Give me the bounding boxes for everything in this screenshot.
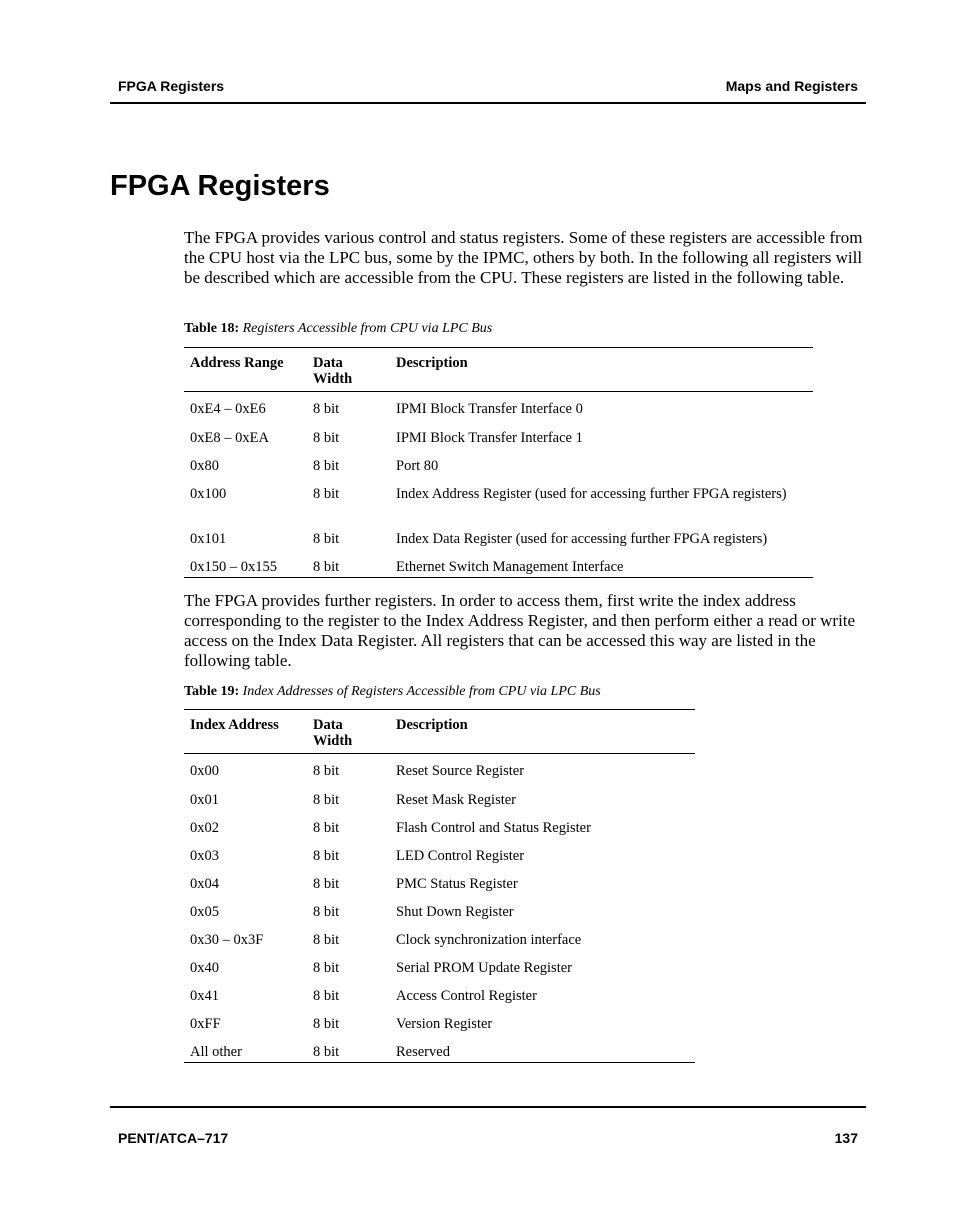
cell-description: Port 80 <box>396 457 439 474</box>
cell-index-address: 0x05 <box>190 903 219 920</box>
table-row <box>184 951 695 979</box>
table-row <box>184 1035 695 1063</box>
cell-index-address: 0x01 <box>190 791 219 808</box>
cell-index-address: 0x40 <box>190 959 219 976</box>
table-row <box>184 867 695 895</box>
cell-address: 0xE8 – 0xEA <box>190 429 269 446</box>
cell-width: 8 bit <box>313 530 340 547</box>
cell-address: 0x101 <box>190 530 227 547</box>
cell-address: 0x150 – 0x155 <box>184 550 307 578</box>
cell-description: Shut Down Register <box>396 903 514 920</box>
table-row <box>184 522 813 550</box>
cell-width: 8 bit <box>313 875 340 892</box>
table-header-row <box>184 710 695 754</box>
cell-description: Flash Control and Status Register <box>396 819 591 836</box>
cell-address: 0x80 <box>190 457 219 474</box>
table-19-caption <box>184 684 601 700</box>
table-row <box>184 979 695 1007</box>
running-footer <box>110 1106 866 1146</box>
cell-description: Access Control Register <box>396 987 537 1004</box>
table-19-caption-text: Index Addresses of Registers Accessible from CPU via LPC Bus <box>242 684 601 699</box>
table-row <box>184 923 695 951</box>
cell-index-address: 0x02 <box>190 819 219 836</box>
page-number: 137 <box>834 1130 858 1146</box>
cell-index-address: 0x30 – 0x3F <box>190 931 264 948</box>
intro-paragraph: The FPGA provides various control and status registers. Some of these registers are accessible from the CPU host via the LPC bus, some by the IPMC, others by both. In the following all registers will be described which are accessible from the CPU. These registers are listed in the following table. <box>184 228 863 287</box>
table-row <box>184 839 695 867</box>
cell-description: Reset Source Register <box>396 763 525 779</box>
table-row <box>184 550 813 578</box>
further-paragraph: The FPGA provides further registers. In order to access them, first write the index address corresponding to the register to the Index Address Register, and then perform either a read or write access on the Index Data Register. All registers that can be accessed this way are listed in the following table. <box>184 591 856 670</box>
cell-width: 8 bit <box>313 763 340 779</box>
cell-description: Reserved <box>390 1035 695 1063</box>
running-header <box>110 78 866 104</box>
cell-address: 0x100 <box>190 485 227 502</box>
cell-width: 8 bit <box>313 819 340 836</box>
table-19-caption-label: Table 19: <box>184 684 240 699</box>
cell-width: 8 bit <box>313 429 340 446</box>
cell-width: 8 bit <box>307 1035 390 1063</box>
cell-width: 8 bit <box>313 1015 340 1032</box>
table-18 <box>184 347 813 578</box>
cell-description: Clock synchronization interface <box>396 931 582 948</box>
cell-width: 8 bit <box>313 457 340 474</box>
cell-description: Index Address Register (used for accessing further FPGA registers) <box>396 485 787 502</box>
table-row <box>184 449 813 477</box>
table-row <box>184 1007 695 1035</box>
cell-description: IPMI Block Transfer Interface 1 <box>396 429 583 446</box>
cell-index-address: 0xFF <box>190 1015 221 1032</box>
cell-index-address: All other <box>184 1035 307 1063</box>
header-chapter-title: Maps and Registers <box>725 78 858 94</box>
page-title: FPGA Registers <box>110 170 330 202</box>
cell-description: IPMI Block Transfer Interface 0 <box>396 401 583 417</box>
footer-product-name: PENT/ATCA–717 <box>118 1130 229 1146</box>
cell-index-address: 0x41 <box>190 987 219 1004</box>
table-row <box>184 392 813 421</box>
column-header-index-address: Index Address <box>184 710 307 754</box>
column-header-description: Description <box>390 348 813 392</box>
cell-description: Ethernet Switch Management Interface <box>390 550 813 578</box>
table-18-caption-text: Registers Accessible from CPU via LPC Bus <box>242 321 493 336</box>
table-18-caption-label: Table 18: <box>184 321 240 336</box>
cell-description: Reset Mask Register <box>396 791 517 808</box>
cell-index-address: 0x03 <box>190 847 219 864</box>
cell-width: 8 bit <box>313 987 340 1004</box>
cell-width: 8 bit <box>313 959 340 976</box>
table-19 <box>184 709 695 1063</box>
cell-width: 8 bit <box>313 903 340 920</box>
table-row <box>184 783 695 811</box>
table-header-row <box>184 348 813 392</box>
column-header-data-width: Data Width <box>307 348 390 392</box>
table-18-caption <box>184 321 492 337</box>
cell-width: 8 bit <box>313 485 340 502</box>
cell-address: 0xE4 – 0xE6 <box>190 401 266 417</box>
cell-width: 8 bit <box>313 931 340 948</box>
header-section-title: FPGA Registers <box>118 78 225 94</box>
table-row <box>184 477 813 522</box>
table-row <box>184 811 695 839</box>
table-row <box>184 421 813 449</box>
table-row <box>184 754 695 783</box>
cell-description: Serial PROM Update Register <box>396 959 572 976</box>
column-header-data-width: Data Width <box>307 710 390 754</box>
cell-index-address: 0x00 <box>190 763 219 779</box>
cell-index-address: 0x04 <box>190 875 219 892</box>
table-row <box>184 895 695 923</box>
column-header-address-range: Address Range <box>184 348 307 392</box>
cell-description: Index Data Register (used for accessing further FPGA registers) <box>396 530 768 547</box>
cell-width: 8 bit <box>313 791 340 808</box>
column-header-description: Description <box>390 710 695 754</box>
cell-width: 8 bit <box>307 550 390 578</box>
cell-width: 8 bit <box>313 401 340 417</box>
cell-width: 8 bit <box>313 847 340 864</box>
cell-description: PMC Status Register <box>396 875 518 892</box>
cell-description: Version Register <box>396 1015 493 1032</box>
cell-description: LED Control Register <box>396 847 525 864</box>
